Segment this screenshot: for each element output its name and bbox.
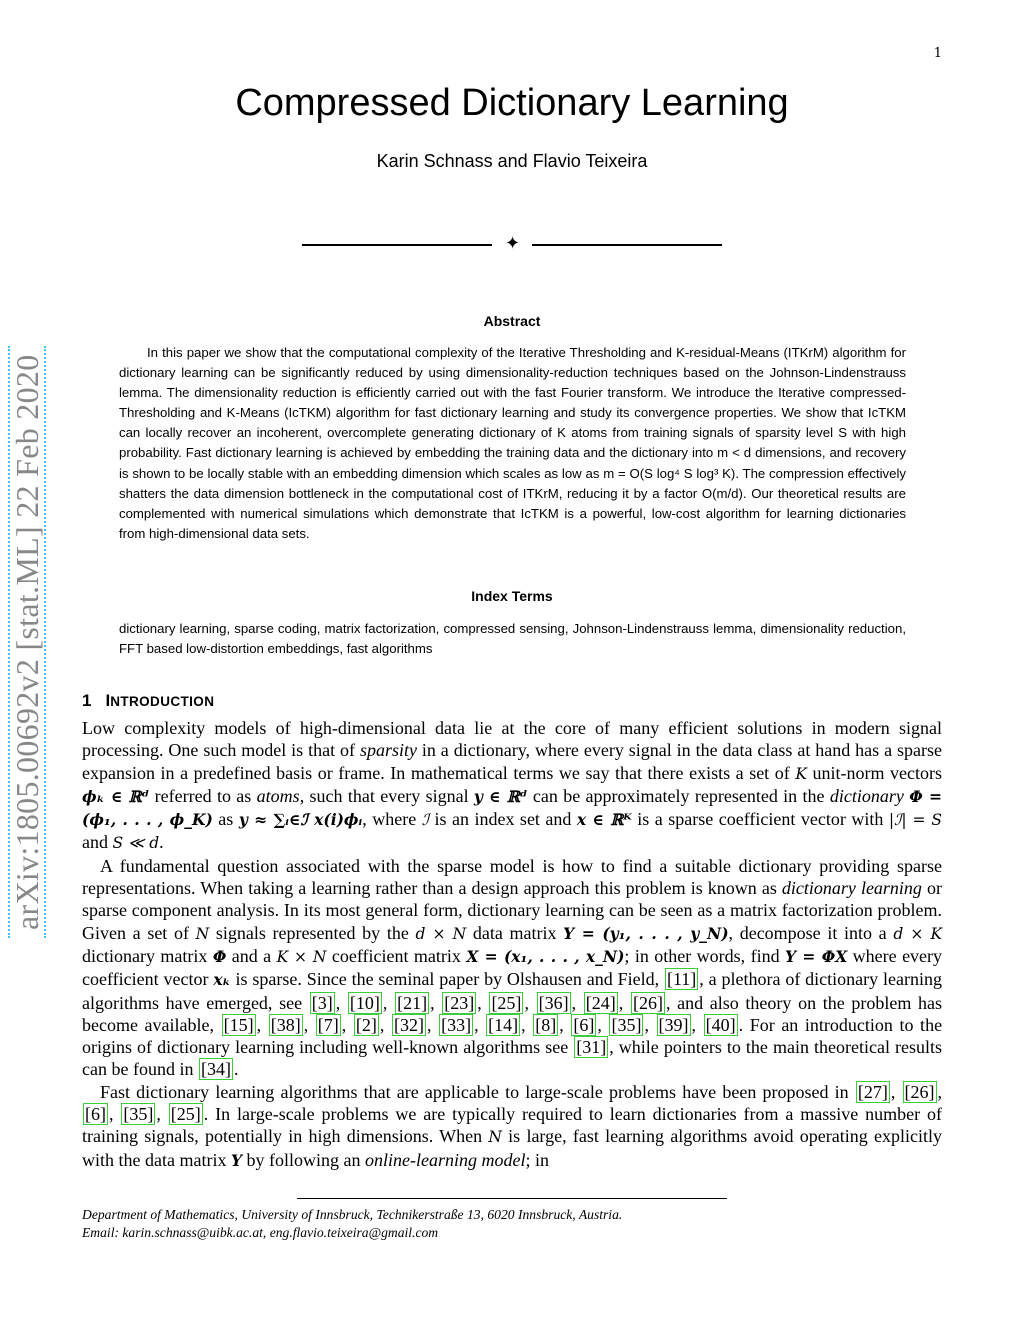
citation-link[interactable]: [36] (538, 992, 569, 1013)
citation-link[interactable]: [35] (611, 1014, 642, 1035)
paper-authors: Karin Schnass and Flavio Teixeira (376, 151, 648, 171)
citation-link[interactable]: [26] (904, 1081, 935, 1102)
citation-link[interactable]: [14] (488, 1014, 519, 1035)
index-terms-heading: Index Terms (471, 588, 553, 604)
citation-link[interactable]: [26] (632, 992, 663, 1013)
citation-link[interactable]: [15] (223, 1014, 254, 1035)
paragraph-2: A fundamental question associated with the sparse model is how to find a suitable dictionary providing sparse representations. When taking a learning rather than a design approach this problem is known as dictionary learning or sparse component analysis. In its most general form, dictionary learning can be seen as a matrix factorization problem. Given a set of N signals represented by the d × N data matrix Y = (y₁, . . . , y_N), decompose it into a d × K dictionary matrix Φ and a K × N coefficient matrix X = (x₁, . . . , x_N); in other words, find Y = ΦX where every coefficient vector xₖ is sparse. Since the seminal paper by Olshausen and Field, [11] , a plethora of dictionary learning algorithms have emerged, see [3] , [10] , [21] , [23] , [25] , [36] , [24] , [26] , and also theory on the problem has become available, [15] , [38] , [7] , [2] , [32] , [33] , [14] , [8] , [6] , [35] , [39] , [40] . For an introduction to the origins of dictionary learning including well-known algorithms see [31] , while pointers to the main theoretical results can be found in [34] . (82, 855, 943, 1080)
title-ornament (302, 233, 722, 257)
citation-link[interactable]: [2] (355, 1014, 377, 1035)
citation-link[interactable]: [10] (349, 992, 380, 1013)
index-terms-body: dictionary learning, sparse coding, matrix factorization, compressed sensing, Johnson-Lindenstrauss lemma, dimensionality reduction, FFT based low-distortion embeddings, fast algorithms (119, 621, 906, 657)
citation-link[interactable]: [32] (393, 1014, 424, 1035)
ornament-rule-left (302, 244, 492, 246)
section-heading (82, 691, 214, 711)
citation-link[interactable]: [38] (270, 1014, 301, 1035)
citation-link[interactable]: [33] (441, 1014, 472, 1035)
paragraph-3: Fast dictionary learning algorithms that are applicable to large-scale problems have been proposed in [27] , [26] , [6] , [35] , [25] . In large-scale problems we are typically required to learn dictionaries from a massive number of training signals, potentially in high dimensions. When N is large, fast learning algorithms avoid operating explicitly with the data matrix Y by following an online-learning model; in (82, 1081, 943, 1170)
section-title-initial: I (105, 691, 111, 710)
footnote (82, 1206, 942, 1242)
citation-link[interactable]: [40] (705, 1014, 736, 1035)
abstract-heading: Abstract (483, 313, 541, 329)
paragraph-1: Low complexity models of high-dimensional data lie at the core of many efficient solutions in modern signal processing. One such model is that of sparsity in a dictionary, where every signal in the data class at hand has a sparse expansion in a predefined basis or frame. In mathematical terms we say that there exists a set of K unit-norm vectors ϕₖ ∈ ℝᵈ referred to as atoms, such that every signal y ∈ ℝᵈ can be approximately represented in the dictionary Φ = (ϕ₁, . . . , ϕ_K) as y ≈ ∑ᵢ∈ℐ x(i)ϕᵢ, where ℐ is an index set and x ∈ ℝᴷ is a sparse coefficient vector with |ℐ| = S and S ≪ d. (82, 718, 943, 853)
star-ornament-icon: ✦ (505, 233, 521, 254)
footnote-rule (297, 1198, 727, 1199)
citation-link[interactable]: [25] (491, 992, 522, 1013)
section-title-rest: NTRODUCTION (110, 694, 215, 709)
citation-link[interactable]: [34] (200, 1059, 231, 1080)
citation-link[interactable]: [39] (658, 1014, 689, 1035)
page-number: 1 (933, 46, 942, 61)
citation-link[interactable]: [25] (170, 1104, 201, 1125)
abstract-body: In this paper we show that the computational complexity of the Iterative Thresholding and K-residual-Means (ITKrM) algorithm for dictionary learning can be significantly reduced by using dimensionality-reduction techniques based on the Johnson-Lindenstrauss lemma. The dimensionality reduction is efficiently carried out with the fast Fourier transform. We introduce the Iterative compressed-Thresholding and K-Means (IcTKM) algorithm for fast dictionary learning and study its convergence properties. We show that IcTKM can locally recover an incoherent, overcomplete generating dictionary of K atoms from training signals of sparsity level S with high probability. Fast dictionary learning is achieved by embedding the training data and the dictionary into m < d dimensions, and recovery is shown to be locally stable with an embedding dimension which scales as low as m = O(S log⁴ S log³ K). The compression effectively shatters the data dimension bottleneck in the computational cost of ITKrM, reducing it by a factor O(m/d). Our theoretical results are complemented with numerical simulations which demonstrate that IcTKM is a powerful, low-cost algorithm for learning dictionaries from high-dimensional data sets. (119, 345, 906, 541)
citation-group-fast: [27] , [26] , [6] , [35] , [25] (85, 1081, 942, 1125)
citation-link[interactable]: [7] (317, 1014, 339, 1035)
citation-link[interactable]: [21] (397, 992, 428, 1013)
paper-title: Compressed Dictionary Learning (235, 82, 789, 124)
citation-link[interactable]: [8] (535, 1014, 557, 1035)
citation-link[interactable]: [6] (573, 1014, 595, 1035)
citation-link[interactable]: [27] (857, 1081, 888, 1102)
citation-link[interactable]: [3] (311, 992, 333, 1013)
body-text (82, 717, 942, 1172)
footnote-affiliation: Department of Mathematics, University of Innsbruck, Technikerstraße 13, 6020 Innsbruck, Austria. (82, 1207, 623, 1222)
arxiv-stamp[interactable]: arXiv:1805.00692v2 [stat.ML] 22 Feb 2020 (8, 347, 46, 939)
citation-link[interactable]: [23] (444, 992, 475, 1013)
citation-group-theory: [15] , [38] , [7] , [2] , [32] , [33] , [14] , [8] , [6] , [35] , [39] , [40] (223, 1014, 736, 1035)
ornament-rule-right (532, 244, 722, 246)
citation-link[interactable]: [24] (585, 992, 616, 1013)
citation-link[interactable]: [11] (666, 969, 697, 990)
citation-group-algorithms: [3] , [10] , [21] , [23] , [25] , [36] , [24] , [26] (311, 992, 663, 1013)
citation-link[interactable]: [35] (123, 1104, 154, 1125)
citation-link[interactable]: [6] (85, 1104, 106, 1125)
section-number: 1 (82, 691, 92, 710)
footnote-email: Email: karin.schnass@uibk.ac.at, eng.flavio.teixeira@gmail.com (82, 1225, 439, 1240)
citation-link[interactable]: [31] (576, 1037, 607, 1058)
